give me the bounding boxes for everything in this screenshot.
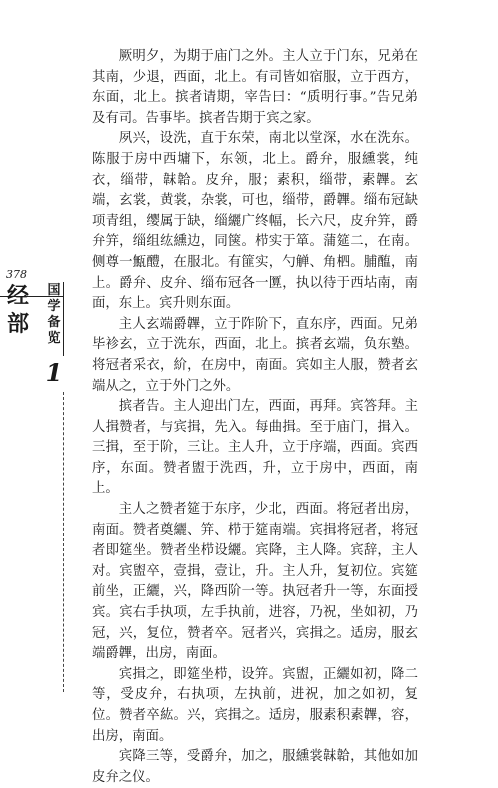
series-title-char: 备 — [47, 315, 61, 330]
body-text — [92, 47, 418, 788]
paragraph: 摈者告。主人迎出门左，西面，再拜。宾答拜。主人揖赞者，与宾揖，先入。每曲揖。至于庙门，揖入。三揖，至于阶，三让。主人升，立于序端，西面。宾西序，东面。赞者盥于洗西，升，立于房中，西面，南上。 — [92, 399, 418, 497]
page-sidebar — [0, 0, 80, 700]
paragraph: 主人玄端爵韠，立于阼阶下，直东序，西面。兄弟毕袗玄，立于洗东，西面，北上。摈者玄端，负东塾。将冠者采衣，紒，在房中，南面。宾如主人服，赞者玄端从之，立于外门之外。 — [92, 316, 418, 394]
sidebar-vertical-rule — [63, 282, 64, 356]
paragraph: 宾降三等，受爵弁，加之，服纁裳韎韐，其他如加皮弁之仪。 — [92, 749, 418, 785]
paragraph: 主人之赞者筵于东序，少北，西面。将冠者出房，南面。赞者奠纚、笄、栉于筵南端。宾揖将冠者，将冠者即筵坐。赞者坐栉设纚。宾降，主人降。宾辞，主人对。宾盥卒，壹揖，壹让，升。主人升，复初位。宾筵前坐，正纚，兴，降西阶一等。执冠者升一等，东面授宾。宾右手执项，左手执前，进容，乃祝，坐如初，乃冠，兴，复位，赞者卒。冠者兴，宾揖之。适房，服玄端爵韠，出房，南面。 — [92, 502, 418, 662]
section-title-char: 部 — [6, 311, 29, 337]
page-number: 378 — [6, 268, 27, 281]
section-title — [2, 282, 34, 338]
series-title — [46, 283, 62, 347]
series-title-char: 国 — [47, 283, 61, 298]
paragraph: 厥明夕，为期于庙门之外。主人立于门东，兄弟在其南，少退，西面，北上。有司皆如宿服，立于西方，东面，北上。摈者请期，宰告曰：“质明行事。”告兄弟及有司。告事毕。摈者告期于宾之家。 — [92, 49, 418, 126]
sidebar-dashed-rule — [63, 392, 64, 692]
series-title-char: 学 — [47, 299, 61, 314]
section-title-char: 经 — [6, 283, 29, 309]
series-title-char: 览 — [47, 331, 61, 346]
paragraph: 夙兴，设洗，直于东荣，南北以堂深，水在洗东。陈服于房中西墉下，东领，北上。爵弁，服纁裳，纯衣，缁带，韎韐。皮弁，服；素积，缁带，素韠。玄端，玄裳，黄裳，杂裳，可也，缁带，爵韠。缁布冠缺项青组，缨属于缺，缁纚广终幅，长六尺，皮弁笄，爵弁笄，缁组纮纁边，同箧。栉实于箪。蒲筵二，在南。侧尊一甒醴，在服北。有篚实，勺觯、角柶。脯醢，南上。爵弁、皮弁、缁布冠各一匴，执以待于西坫南，南面，东上。宾升则东面。 — [92, 131, 418, 312]
paragraph: 宾揖之，即筵坐栉，设笄。宾盥，正纚如初，降二等，受皮弁，右执项，左执前，进祝，加之如初，复位。赞者卒紘。兴，宾揖之。适房，服素积素韠，容，出房，南面。 — [92, 666, 418, 744]
volume-number: 1 — [45, 358, 63, 387]
